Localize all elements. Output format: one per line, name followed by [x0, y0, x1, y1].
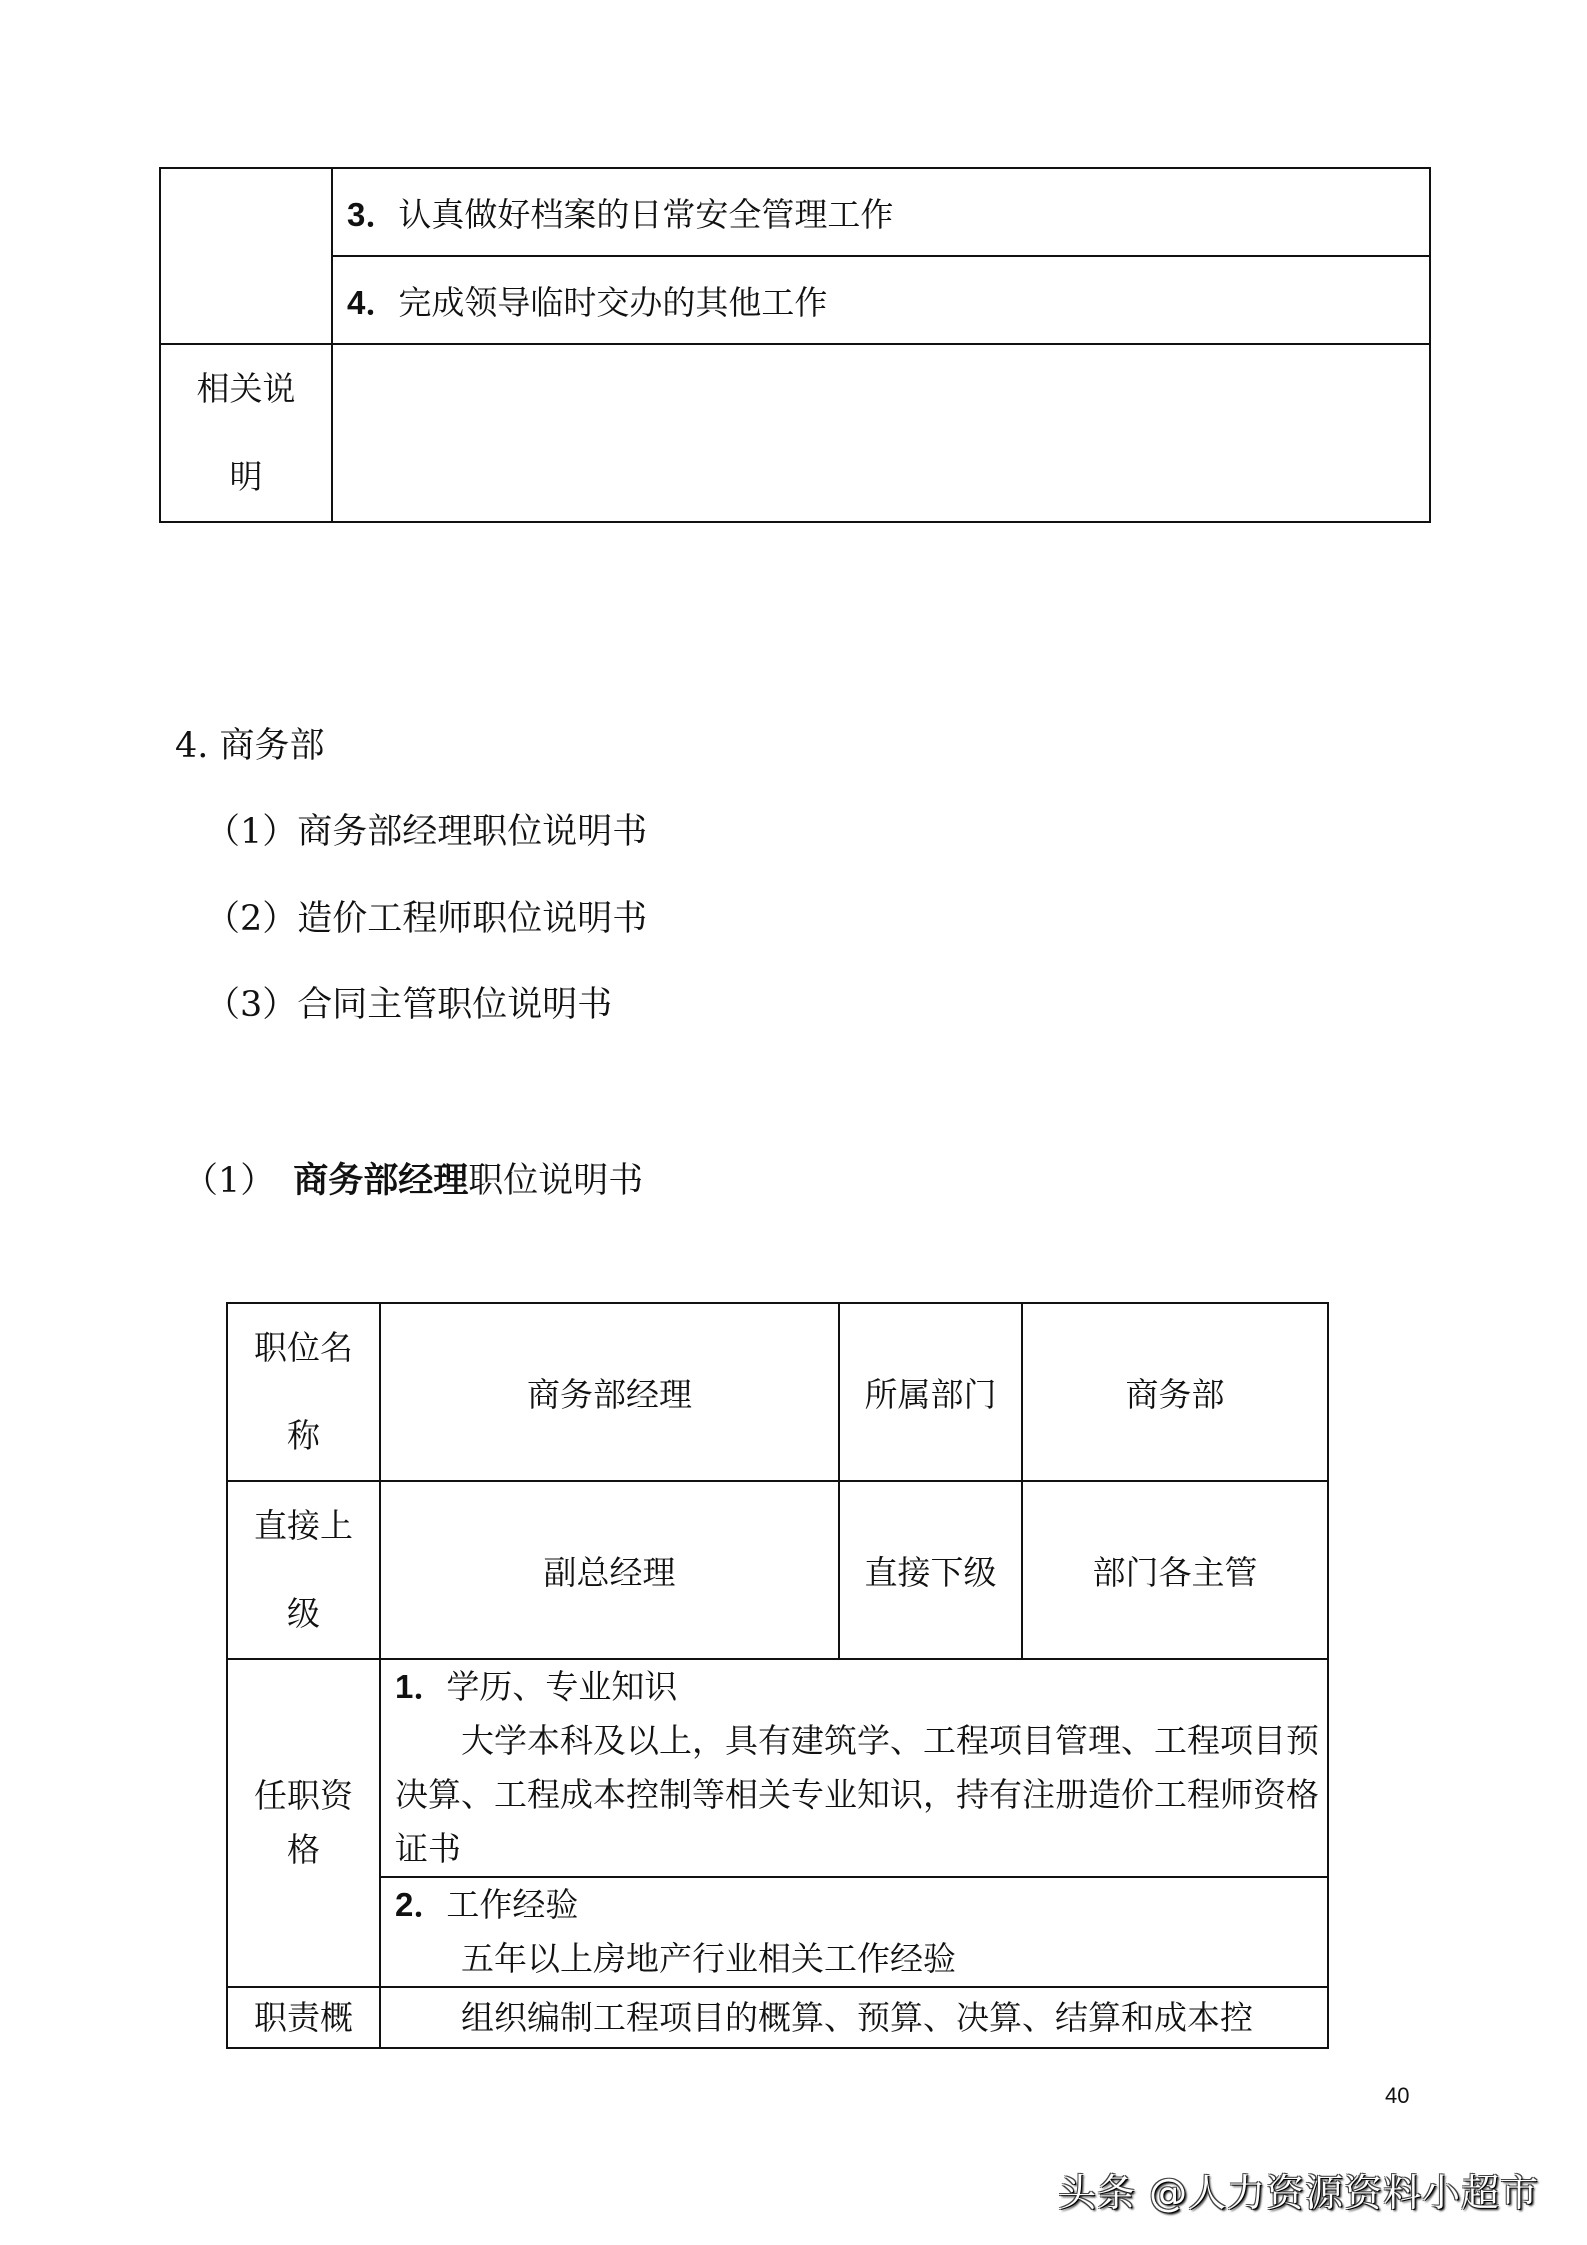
table-row — [227, 1659, 1328, 1877]
duty-text: 完成领导临时交办的其他工作 — [398, 282, 828, 322]
duty-number: 4． — [347, 283, 399, 321]
department-value: 商务部 — [1022, 1303, 1328, 1481]
table-continued — [159, 167, 1431, 523]
qualification-number: 1． — [395, 1668, 447, 1705]
table-row — [160, 256, 1430, 344]
item-text: 合同主管职位说明书 — [297, 985, 613, 1025]
direct-superior-value: 副总经理 — [380, 1481, 839, 1659]
label-line: 相关说 — [196, 369, 296, 408]
direct-subordinate-value: 部门各主管 — [1022, 1481, 1328, 1659]
direct-subordinate-label: 直接下级 — [839, 1481, 1022, 1659]
qualifications-label — [227, 1659, 380, 1987]
table-row — [227, 1303, 1328, 1481]
qualification-number: 2． — [395, 1886, 447, 1923]
label-line: 职位名 — [254, 1328, 353, 1367]
qualification-title-text: 学历、专业知识 — [446, 1667, 678, 1706]
qualification-body: 五年以上房地产行业相关工作经验 — [461, 1939, 956, 1978]
subheading-number: （1） — [183, 1161, 276, 1201]
subsection-heading — [183, 1153, 643, 1203]
page-number: 40 — [1385, 2083, 1410, 2108]
qualification-title-text: 工作经验 — [446, 1885, 579, 1924]
qualification-title — [395, 1660, 1319, 1714]
item-text: 造价工程师职位说明书 — [297, 899, 648, 939]
duties-summary-text: 组织编制工程项目的概算、预算、决算、结算和成本控 — [380, 1987, 1328, 2048]
section-heading: 4. 商务部 — [175, 726, 325, 766]
qualification-title — [395, 1878, 1319, 1932]
watermark: 头条 @人力资源资料小超市 — [1058, 2171, 1540, 2215]
table-row — [227, 1877, 1328, 1987]
section-list-item-2 — [205, 891, 647, 941]
qualification-education — [380, 1659, 1328, 1877]
position-name-label — [227, 1303, 380, 1481]
table-row — [160, 344, 1430, 522]
label-line: 直接上 — [254, 1506, 353, 1545]
label-line: 任职资 — [254, 1776, 353, 1815]
section-list-item-3 — [205, 977, 612, 1027]
duty-text: 认真做好档案的日常安全管理工作 — [398, 194, 894, 234]
duty-number: 3． — [347, 195, 399, 233]
notes-value — [332, 344, 1430, 522]
item-number: （2） — [205, 899, 298, 939]
label-line: 级 — [287, 1594, 320, 1633]
subheading-bold: 商务部经理 — [293, 1160, 469, 1201]
table-row — [227, 1481, 1328, 1659]
duty-item-3 — [332, 168, 1430, 256]
qualification-experience — [380, 1877, 1328, 1987]
section-list-item-1 — [205, 804, 647, 854]
position-name-value: 商务部经理 — [380, 1303, 839, 1481]
subheading-text: 职位说明书 — [468, 1161, 644, 1201]
duties-summary-label: 职责概 — [227, 1987, 380, 2048]
duty-item-4 — [332, 256, 1430, 344]
empty-label-cell — [160, 168, 332, 344]
label-line: 称 — [287, 1416, 320, 1455]
item-number: （1） — [205, 812, 298, 852]
qualification-body: 大学本科及以上，具有建筑学、工程项目管理、工程项目预决算、工程成本控制等相关专业知识，持有注册造价工程师资格证书 — [395, 1721, 1319, 1868]
table-row — [227, 1987, 1328, 2048]
label-line: 格 — [287, 1830, 320, 1869]
notes-label — [160, 344, 332, 522]
label-line: 明 — [229, 457, 263, 496]
item-number: （3） — [205, 985, 298, 1025]
department-label: 所属部门 — [839, 1303, 1022, 1481]
job-description-table — [226, 1302, 1329, 2049]
item-text: 商务部经理职位说明书 — [297, 812, 648, 852]
table-row — [160, 168, 1430, 256]
direct-superior-label — [227, 1481, 380, 1659]
